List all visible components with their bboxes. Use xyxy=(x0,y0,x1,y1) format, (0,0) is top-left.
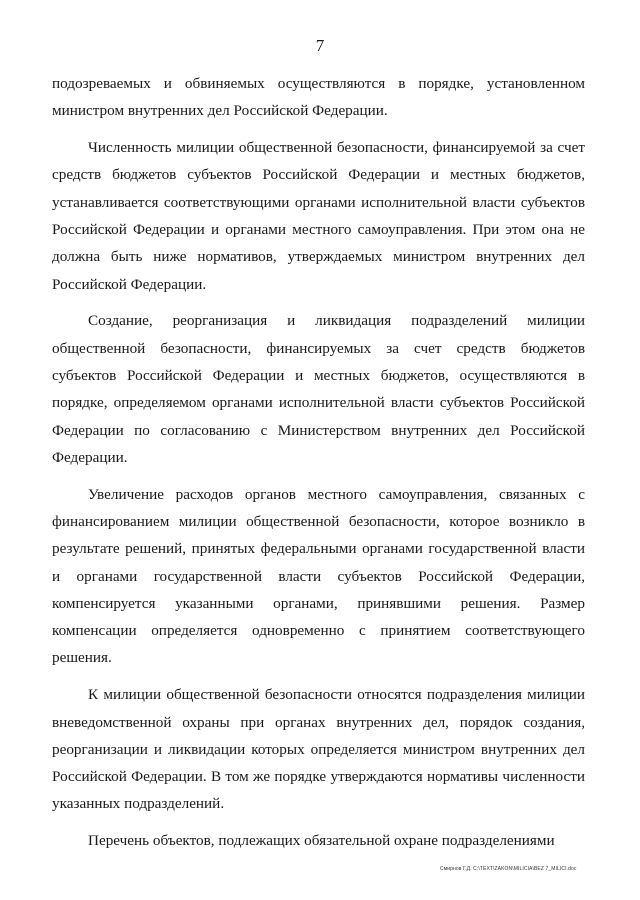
paragraph: Увеличение расходов органов местного самоуправления, связанных с финансированием милиции общественной безопасности, которое возникло в результате решений, принятых федеральными органами государственной власти и органами государственной власти субъектов Российской Федерации, компенсируется указанными органами, принявшими решения. Размер компенсации определяется одновременно с принятием соответствующего решения. xyxy=(52,485,585,667)
footer-file-stamp: Смирнов Г.Д. C:\TEXT\ZAKON\MILICIA\BEZ 7_MILICI.doc xyxy=(440,866,577,872)
paragraph: Численность милиции общественной безопасности, финансируемой за счет средств бюджетов субъектов Российской Федерации и местных бюджетов, устанавливается соответствующими органами исполнительной власти субъектов Российской Федерации и органами местного самоуправления. При этом она не должна быть ниже нормативов, утверждаемых министром внутренних дел Российской Федерации. xyxy=(52,139,585,293)
paragraph-cut-off: Перечень объектов, подлежащих обязательной охране подразделениями xyxy=(88,832,555,850)
paragraph: Создание, реорганизация и ликвидация подразделений милиции общественной безопасности, финансируемых за счет средств бюджетов субъектов Российской Федерации и местных бюджетов, осуществляются в порядке, определяемом органами исполнительной власти субъектов Российской Федерации по согласованию с Министерством внутренних дел Российской Федерации. xyxy=(52,312,585,466)
paragraph: К милиции общественной безопасности относятся подразделения милиции вневедомственной охраны при органах внутренних дел, порядок создания, реорганизации и ликвидации которых определяется министром внутренних дел Российской Федерации. В том же порядке утверждаются нормативы численности указанных подразделений. xyxy=(52,686,585,813)
page-number: 7 xyxy=(315,36,325,55)
paragraph-continuation: подозреваемых и обвиняемых осуществляются в порядке, установленном министром внутренних дел Российской Федерации. xyxy=(52,75,585,120)
document-body xyxy=(52,70,585,855)
